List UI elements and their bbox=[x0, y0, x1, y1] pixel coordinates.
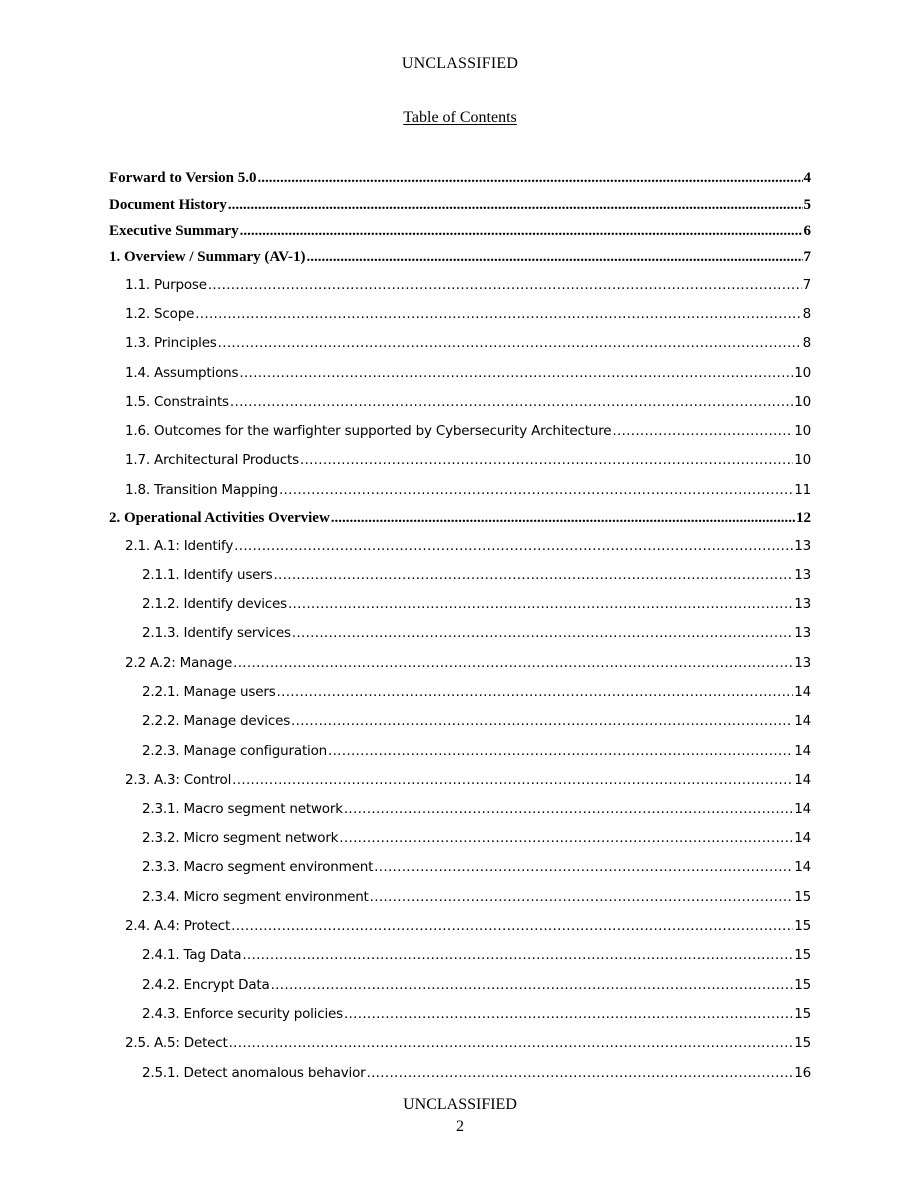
toc-dot-leader bbox=[233, 655, 793, 671]
toc-entry[interactable] bbox=[109, 170, 811, 187]
toc-dot-leader bbox=[234, 538, 793, 554]
toc-entry[interactable] bbox=[109, 249, 811, 266]
toc-entry-label: 2.3.2. Micro segment network bbox=[142, 830, 339, 846]
toc-entry-label: 2.1. A.1: Identify bbox=[125, 538, 234, 554]
toc-entry-label: 2.3.1. Macro segment network bbox=[142, 801, 343, 817]
footer-classification: UNCLASSIFIED bbox=[403, 1096, 517, 1113]
toc-entry-label: 2.2.3. Manage configuration bbox=[142, 743, 327, 759]
toc-entry-page: 8 bbox=[802, 335, 811, 351]
toc-entry[interactable] bbox=[142, 1065, 811, 1081]
toc-entry[interactable] bbox=[125, 1035, 811, 1051]
toc-entry-label: 2.2.2. Manage devices bbox=[142, 713, 291, 729]
toc-entry-page: 4 bbox=[803, 170, 811, 186]
toc-dot-leader bbox=[231, 918, 793, 934]
toc-entry-label: 1. Overview / Summary (AV-1) bbox=[109, 249, 306, 265]
toc-entry-page: 10 bbox=[794, 423, 811, 439]
toc-dot-leader bbox=[232, 772, 793, 788]
toc-entry-page: 14 bbox=[794, 743, 811, 759]
toc-dot-leader bbox=[239, 365, 793, 381]
toc-dot-leader bbox=[277, 684, 794, 700]
toc-entry[interactable] bbox=[142, 801, 811, 817]
toc-dot-leader bbox=[218, 335, 802, 351]
toc-entry-page: 13 bbox=[794, 625, 811, 641]
toc-dot-leader bbox=[288, 596, 793, 612]
page-number: 2 bbox=[456, 1118, 464, 1135]
toc-entry-page: 15 bbox=[794, 889, 811, 905]
toc-entry-label: 2.4. A.4: Protect bbox=[125, 918, 231, 934]
toc-entry-label: 1.5. Constraints bbox=[125, 394, 229, 410]
toc-dot-leader bbox=[328, 743, 793, 759]
toc-entry-page: 12 bbox=[796, 510, 811, 526]
toc-entry-page: 7 bbox=[803, 249, 811, 265]
toc-entry[interactable] bbox=[142, 684, 811, 700]
toc-entry[interactable] bbox=[142, 947, 811, 963]
toc-entry-page: 14 bbox=[794, 830, 811, 846]
toc-dot-leader bbox=[344, 1006, 793, 1022]
toc-entry-label: 1.8. Transition Mapping bbox=[125, 482, 278, 498]
toc-dot-leader bbox=[195, 306, 801, 322]
toc-entry-label: 2. Operational Activities Overview bbox=[109, 510, 330, 526]
toc-dot-leader bbox=[291, 713, 793, 729]
toc-dot-leader bbox=[307, 249, 803, 266]
toc-dot-leader bbox=[612, 423, 793, 439]
toc-entry-label: 2.2 A.2: Manage bbox=[125, 655, 233, 671]
toc-entry-label: 1.7. Architectural Products bbox=[125, 452, 299, 468]
toc-entry-label: 2.4.1. Tag Data bbox=[142, 947, 242, 963]
toc-dot-leader bbox=[344, 801, 793, 817]
toc-entry[interactable] bbox=[142, 859, 811, 875]
toc-entry-label: 1.1. Purpose bbox=[125, 277, 207, 293]
toc-entry-label: 2.4.3. Enforce security policies bbox=[142, 1006, 343, 1022]
toc-entry[interactable] bbox=[142, 1006, 811, 1022]
toc-entry-page: 10 bbox=[794, 452, 811, 468]
toc-entry-page: 10 bbox=[794, 365, 811, 381]
toc-entry-page: 16 bbox=[794, 1065, 811, 1081]
toc-dot-leader bbox=[339, 830, 793, 846]
toc-entry-label: 2.5.1. Detect anomalous behavior bbox=[142, 1065, 366, 1081]
toc-entry-page: 13 bbox=[794, 567, 811, 583]
toc-entry-page: 15 bbox=[794, 1006, 811, 1022]
toc-entry-label: 2.3.3. Macro segment environment bbox=[142, 859, 374, 875]
toc-entry-label: 2.5. A.5: Detect bbox=[125, 1035, 228, 1051]
toc-entry[interactable] bbox=[142, 743, 811, 759]
toc-entry-label: 1.2. Scope bbox=[125, 306, 195, 322]
toc-entry-label: Document History bbox=[109, 197, 227, 213]
toc-entry[interactable] bbox=[125, 772, 811, 788]
toc-dot-leader bbox=[258, 170, 803, 187]
toc-entry-page: 5 bbox=[803, 197, 811, 213]
toc-entry[interactable] bbox=[142, 596, 811, 612]
toc-entry[interactable] bbox=[125, 538, 811, 554]
toc-dot-leader bbox=[300, 452, 793, 468]
toc-entry[interactable] bbox=[142, 567, 811, 583]
toc-entry-label: 2.1.3. Identify services bbox=[142, 625, 291, 641]
toc-entry-label: Forward to Version 5.0 bbox=[109, 170, 257, 186]
toc-dot-leader bbox=[370, 889, 794, 905]
toc-entry-page: 13 bbox=[794, 538, 811, 554]
toc-dot-leader bbox=[279, 482, 793, 498]
page-title bbox=[0, 109, 920, 127]
toc-entry-page: 14 bbox=[794, 772, 811, 788]
toc-entry-page: 6 bbox=[803, 223, 811, 239]
toc-entry[interactable] bbox=[125, 452, 811, 468]
toc-title-text: Table of Contents bbox=[403, 109, 517, 126]
toc-dot-leader bbox=[208, 277, 802, 293]
toc-entry[interactable] bbox=[142, 625, 811, 641]
toc-entry[interactable] bbox=[109, 510, 811, 527]
toc-dot-leader bbox=[230, 394, 793, 410]
toc-entry-page: 10 bbox=[794, 394, 811, 410]
toc-entry[interactable] bbox=[125, 306, 811, 322]
toc-entry[interactable] bbox=[142, 889, 811, 905]
toc-entry-label: 2.1.2. Identify devices bbox=[142, 596, 287, 612]
toc-dot-leader bbox=[271, 977, 794, 993]
toc-dot-leader bbox=[229, 1035, 794, 1051]
toc-entry-page: 15 bbox=[794, 918, 811, 934]
toc-entry-label: Executive Summary bbox=[109, 223, 239, 239]
toc-entry-page: 15 bbox=[794, 977, 811, 993]
toc-entry[interactable] bbox=[125, 655, 811, 671]
toc-entry-page: 14 bbox=[794, 684, 811, 700]
toc-entry[interactable] bbox=[125, 482, 811, 498]
toc-dot-leader bbox=[228, 197, 803, 214]
toc-entry[interactable] bbox=[125, 335, 811, 351]
toc-entry-label: 1.4. Assumptions bbox=[125, 365, 239, 381]
toc-entry-page: 15 bbox=[794, 1035, 811, 1051]
toc-entry[interactable] bbox=[125, 423, 811, 439]
toc-entry-page: 8 bbox=[802, 306, 811, 322]
toc-entry-page: 14 bbox=[794, 859, 811, 875]
toc-entry-label: 1.3. Principles bbox=[125, 335, 217, 351]
toc-entry-page: 13 bbox=[794, 596, 811, 612]
toc-entry-page: 13 bbox=[794, 655, 811, 671]
toc-entry-page: 15 bbox=[794, 947, 811, 963]
toc-entry[interactable] bbox=[142, 830, 811, 846]
toc-dot-leader bbox=[242, 947, 793, 963]
toc-dot-leader bbox=[240, 223, 803, 240]
toc-entry[interactable] bbox=[125, 394, 811, 410]
toc-dot-leader bbox=[331, 510, 795, 527]
toc-entry-label: 1.6. Outcomes for the warfighter supported by Cybersecurity Architecture bbox=[125, 423, 612, 439]
header-classification: UNCLASSIFIED bbox=[401, 55, 519, 72]
toc-dot-leader bbox=[367, 1065, 794, 1081]
toc-entry-page: 14 bbox=[794, 801, 811, 817]
toc-entry[interactable] bbox=[142, 977, 811, 993]
toc-entry[interactable] bbox=[125, 277, 811, 293]
toc-entry-page: 11 bbox=[794, 482, 811, 498]
toc-entry-page: 14 bbox=[794, 713, 811, 729]
toc-entry-label: 2.4.2. Encrypt Data bbox=[142, 977, 270, 993]
toc-dot-leader bbox=[292, 625, 793, 641]
toc-entry-page: 7 bbox=[802, 277, 811, 293]
toc-entry-label: 2.3.4. Micro segment environment bbox=[142, 889, 369, 905]
toc-entry[interactable] bbox=[125, 365, 811, 381]
toc-entry[interactable] bbox=[125, 918, 811, 934]
toc-entry-label: 2.2.1. Manage users bbox=[142, 684, 276, 700]
toc-entry-label: 2.1.1. Identify users bbox=[142, 567, 273, 583]
toc-dot-leader bbox=[374, 859, 793, 875]
toc-entry-label: 2.3. A.3: Control bbox=[125, 772, 232, 788]
toc-dot-leader bbox=[273, 567, 793, 583]
toc-entry[interactable] bbox=[109, 197, 811, 214]
toc-entry[interactable] bbox=[109, 223, 811, 240]
toc-entry[interactable] bbox=[142, 713, 811, 729]
